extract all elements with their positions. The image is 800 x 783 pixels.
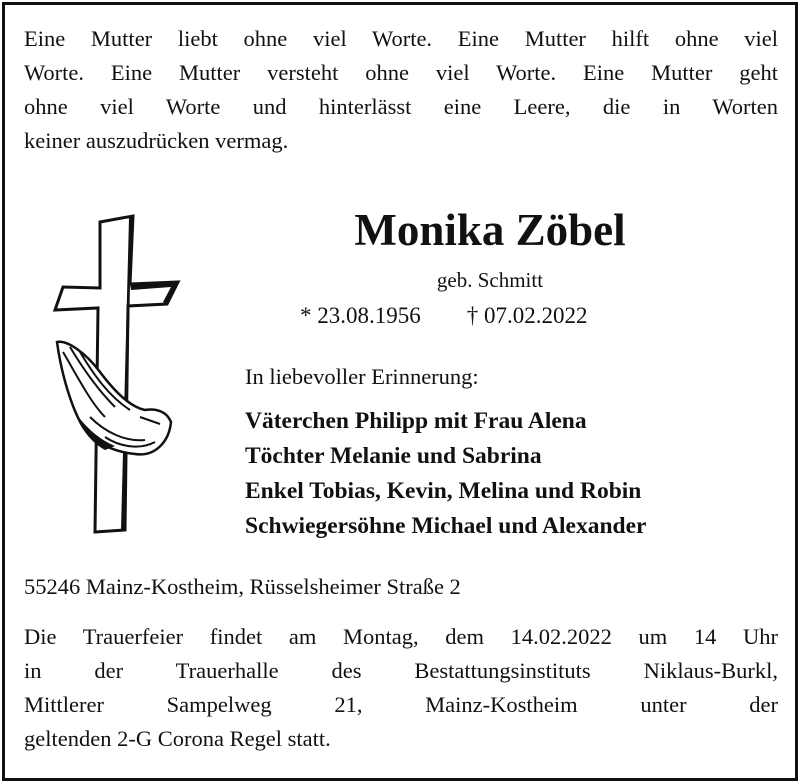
family-member: Väterchen Philipp mit Frau Alena (245, 408, 587, 434)
intro-line: Eine Mutter liebt ohne viel Worte. Eine Mutter hilft ohne viel (24, 26, 778, 51)
birth-name: geb. Schmitt (436, 268, 544, 292)
remembrance-label: In liebevoller Erinnerung: (245, 364, 479, 389)
intro-line: ohne viel Worte und hinterlässt eine Leere, die in Worten (24, 94, 778, 119)
death-date: † 07.02.2022 (466, 303, 588, 328)
cross-with-praying-hands-icon (45, 212, 185, 537)
intro-line: Worte. Eine Mutter versteht ohne viel Worte. Eine Mutter geht (24, 60, 778, 85)
life-dates (300, 303, 634, 329)
intro-line: keiner auszudrücken vermag. (24, 128, 289, 153)
family-list (245, 404, 646, 544)
family-member: Enkel Tobias, Kevin, Melina und Robin (245, 478, 642, 504)
ceremony-line: in der Trauerhalle des Bestattungsinstituts Niklaus-Burkl, (24, 658, 778, 683)
intro-poem (24, 22, 778, 158)
family-member: Töchter Melanie und Sabrina (245, 443, 542, 469)
address: 55246 Mainz-Kostheim, Rüsselsheimer Straße 2 (24, 574, 461, 599)
ceremony-line: geltenden 2-G Corona Regel statt. (24, 726, 331, 751)
birth-date: * 23.08.1956 (300, 303, 421, 328)
deceased-name: Monika Zöbel (354, 205, 626, 255)
ceremony-info (24, 620, 778, 756)
family-member: Schwiegersöhne Michael und Alexander (245, 513, 647, 539)
ceremony-line: Mittlerer Sampelweg 21, Mainz-Kostheim unter der (24, 692, 778, 717)
ceremony-line: Die Trauerfeier findet am Montag, dem 14.02.2022 um 14 Uhr (24, 624, 778, 649)
